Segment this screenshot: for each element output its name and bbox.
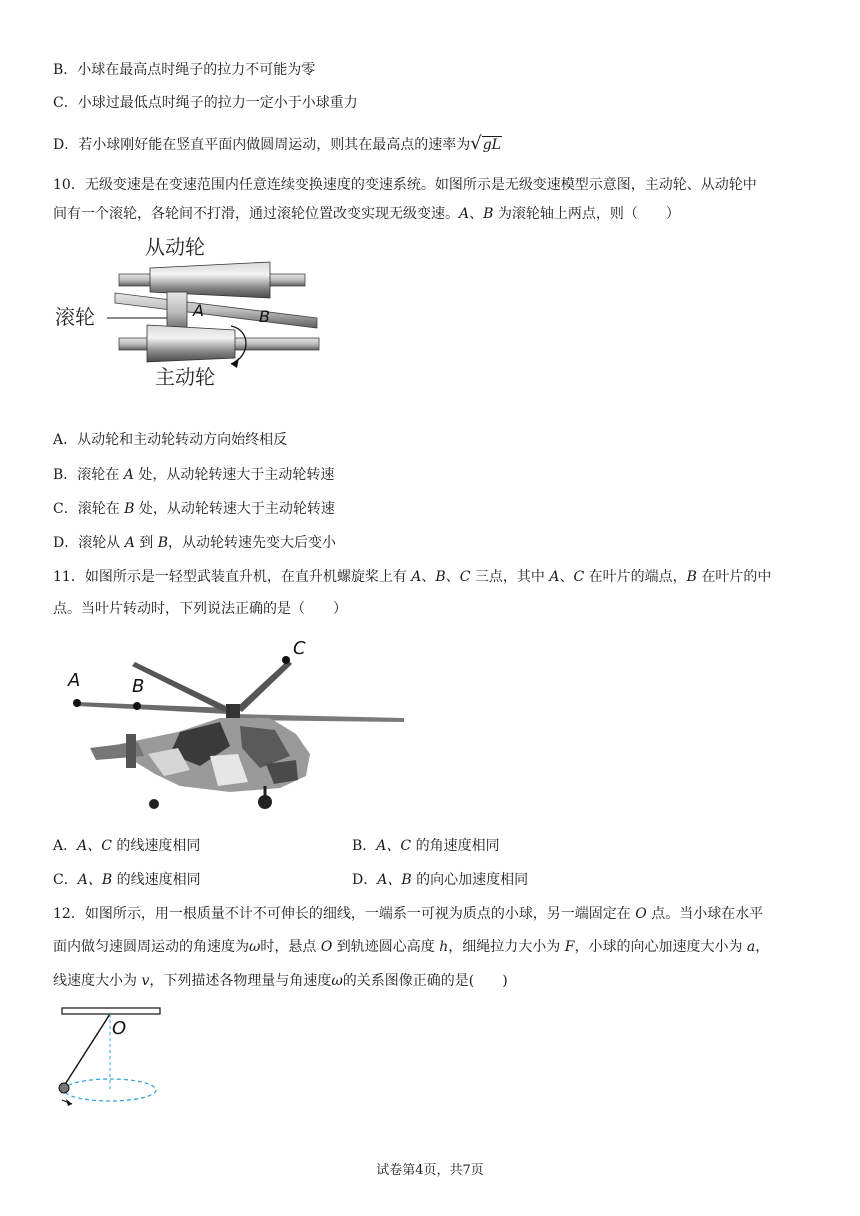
q10-stem-line1: 10．无级变速是在变速范围内任意连续变换速度的变速系统。如图所示是无级变速模型示意图，主动轮、从动轮中 — [53, 177, 757, 193]
q11-option-c: C．A、B 的线速度相同 — [53, 872, 201, 888]
conical-pendulum-figure — [52, 1004, 172, 1130]
label-b: B — [132, 676, 145, 697]
page-footer: 试卷第4页，共7页 — [376, 1163, 484, 1178]
point-a-label: A — [193, 301, 204, 320]
helicopter-figure — [60, 636, 410, 816]
q11-option-d: D．A、B 的向心加速度相同 — [352, 872, 529, 888]
label-o: O — [112, 1018, 127, 1039]
point-b-label: B — [259, 307, 270, 326]
q11-option-a: A．A、C 的线速度相同 — [53, 838, 201, 854]
cvt-diagram — [55, 230, 325, 390]
q10-option-a: A．从动轮和主动轮转动方向始终相反 — [53, 432, 288, 448]
q11-option-b: B．A、C 的角速度相同 — [352, 838, 500, 854]
point-c-dot — [282, 656, 290, 664]
label-driver-wheel: 主动轮 — [155, 365, 215, 389]
label-roller: 滚轮 — [55, 305, 95, 329]
q9-option-c: C．小球过最低点时绳子的拉力一定小于小球重力 — [53, 95, 358, 111]
point-a-dot — [73, 699, 81, 707]
label-a: A — [68, 670, 81, 691]
sqrt-gl: √gL — [470, 133, 501, 154]
q10-option-c: C．滚轮在 B 处，从动轮转速大于主动轮转速 — [53, 501, 335, 517]
q11-stem-line2: 点。当叶片转动时，下列说法正确的是（ ） — [53, 601, 347, 617]
point-b-dot — [133, 702, 141, 710]
label-driven-wheel: 从动轮 — [145, 235, 205, 259]
q12-stem-line1: 12．如图所示，用一根质量不计不可伸长的细线，一端系一可视为质点的小球，另一端固定在 O 点。当小球在水平 — [53, 906, 764, 922]
q10-option-d: D．滚轮从 A 到 B，从动轮转速先变大后变小 — [53, 535, 337, 551]
q10-stem-line2: 间有一个滚轮，各轮间不打滑，通过滚轮位置改变实现无级变速。A、B 为滚轮轴上两点，则（ ） — [53, 206, 680, 222]
q10-option-b: B．滚轮在 A 处，从动轮转速大于主动轮转速 — [53, 467, 335, 483]
q12-stem-line3: 线速度大小为 v，下列描述各物理量与角速度ω的关系图像正确的是( ) — [53, 973, 508, 989]
label-c: C — [293, 638, 306, 659]
q9-option-b: B．小球在最高点时绳子的拉力不可能为零 — [53, 62, 316, 78]
q9-option-d-text: D．若小球刚好能在竖直平面内做圆周运动，则其在最高点的速率为 — [53, 137, 471, 153]
q9-option-d — [53, 134, 502, 155]
q12-stem-line2: 面内做匀速圆周运动的角速度为ω时，悬点 O 到轨迹圆心高度 h，细绳拉力大小为 F，小球的向心加速度大小为 a， — [53, 939, 770, 955]
q11-stem-line1: 11．如图所示是一轻型武装直升机，在直升机螺旋桨上有 A、B、C 三点，其中 A、C 在叶片的端点，B 在叶片的中 — [53, 569, 772, 585]
